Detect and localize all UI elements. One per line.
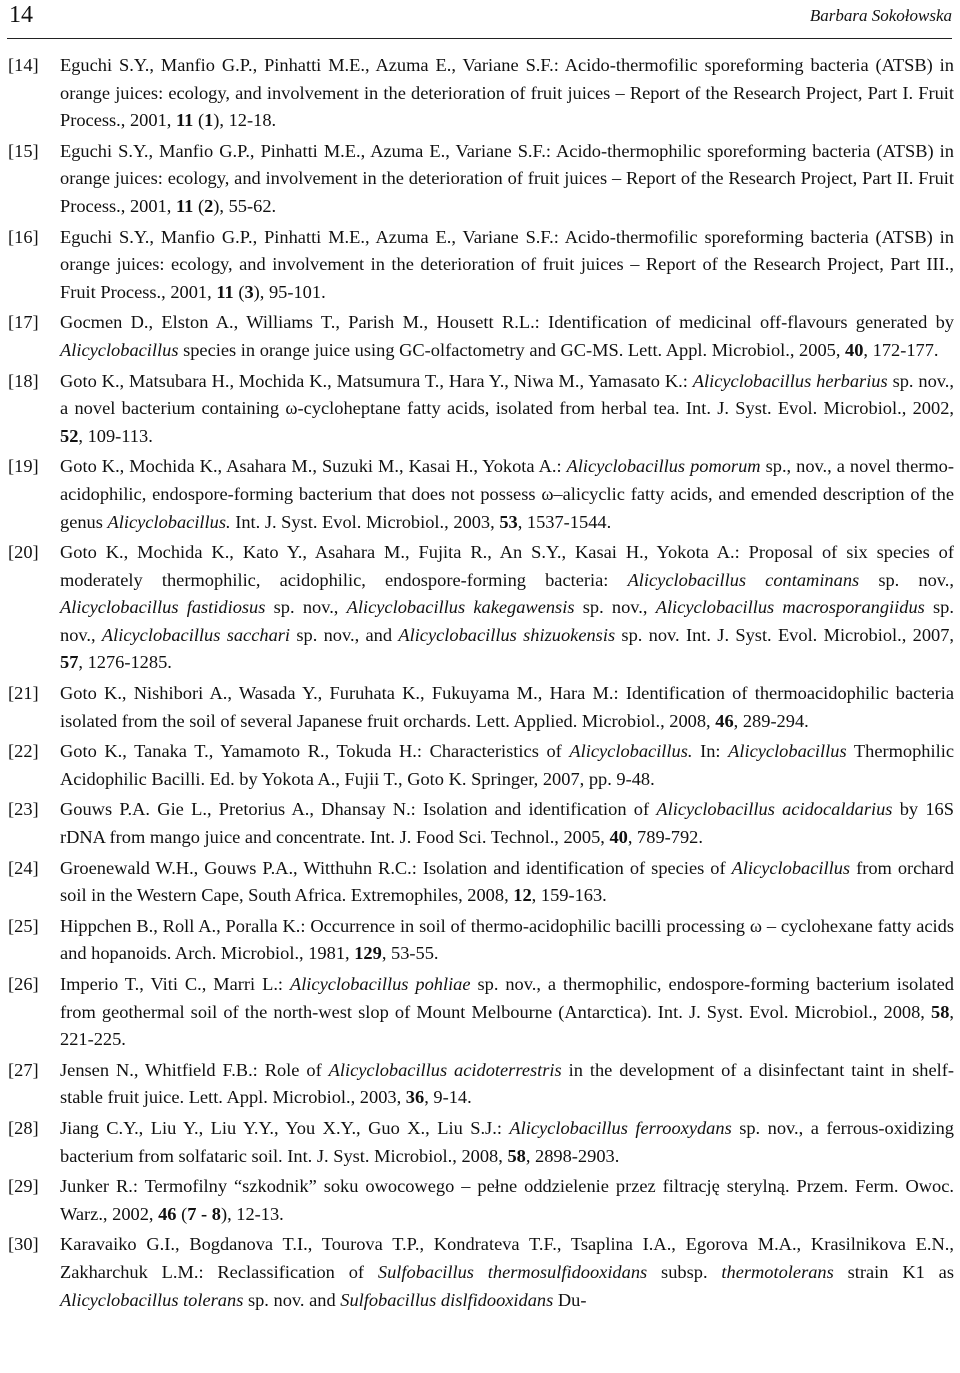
reference-item [0,309,960,364]
citation-text: subsp. [647,1261,722,1282]
reference-number: [17] [8,312,39,333]
volume-number: 3 [244,281,254,302]
reference-text [60,1173,954,1228]
citation-text: Goto K., Mochida K., Kato Y., Asahara M., Fujita R., An S.Y., Kasai H., Yokota A.: Proposal of six species of moderately thermophilic, acidophilic, endospore-forming bacteria: [60,542,954,590]
species-name: Alicyclobacillus tolerans [60,1289,244,1310]
citation-text: Eguchi S.Y., Manfio G.P., Pinhatti M.E., Azuma E., Variane S.F.: Acido-thermofilic sporeforming bacteria (ATSB) in orange juices: ecology, and involvement in the deterioration of fruit juices – Report of the Research Project, Part III., Fruit Process., 2001, [60,226,954,302]
reference-number: [26] [8,974,39,994]
species-name: Alicyclobacillus [731,857,851,878]
reference-number: [18] [8,370,39,391]
volume-number: 11 [175,110,194,131]
species-name: Alicyclobacillus pomorum [566,456,761,477]
citation-text: ), 12-13. [220,1203,284,1224]
citation-text: ( [176,1203,188,1224]
citation-text: Jensen N., Whitfield F.B.: Role of [60,1059,329,1080]
citation-text: , 159-163. [531,885,607,906]
species-name: Alicyclobacillus shizuokensis [398,624,616,645]
citation-text: , 789-792. [627,827,703,848]
reference-item [0,1173,960,1228]
citation-text: , 1276-1285. [78,652,172,673]
citation-text: sp. nov., [574,597,656,618]
citation-text: Groenewald W.H., Gouws P.A., Witthuhn R.C.: Isolation and identification of species of [60,857,732,878]
citation-text: ), 95-101. [253,281,326,302]
reference-number: [15] [8,140,39,161]
volume-number: 12 [513,885,532,906]
citation-text: sp. nov., and [290,624,399,645]
species-name: Alicyclobacillus acidocaldarius [656,799,893,820]
reference-number: [19] [8,456,39,477]
citation-text: ), 12-18. [213,110,277,131]
citation-text: from orchard soil in the Western Cape, South Africa. Extremophiles, 2008, [60,857,954,906]
reference-number: [25] [8,915,39,936]
citation-text: Eguchi S.Y., Manfio G.P., Pinhatti M.E., Azuma E., Variane S.F.: Acido-thermofilic sporeforming bacteria (ATSB) in orange juices: ecology, and involvement in the deterioration of fruit juices – Report of the Research Project, Part I. Fruit Process., 2001, [60,55,954,131]
volume-number: 11 [216,281,234,302]
reference-text [60,52,954,135]
reference-number: [14] [8,55,39,75]
reference-text [60,1231,954,1314]
reference-text [60,309,954,364]
reference-text [60,368,954,451]
reference-text [60,224,954,307]
reference-number: [27] [8,1059,39,1080]
page-number: 14 [9,2,33,28]
citation-text: Goto K., Nishibori A., Wasada Y., Furuhata K., Fukuyama M., Hara M.: Identification of thermoacidophilic bacteria isolated from the soil of several Japanese fruit orchards. Lett. Applied. Microbiol., 2008, [60,683,954,731]
volume-number: 52 [60,425,79,446]
reference-item [0,453,960,536]
header-divider [7,38,952,39]
volume-number: 11 [175,195,194,216]
citation-text: , 9-14. [424,1087,472,1108]
citation-text: Gocmen D., Elston A., Williams T., Parish M., Housett R.L.: Identification of medicinal off-flavours generated by [60,312,954,333]
reference-number: [28] [8,1117,39,1138]
reference-item [0,224,960,307]
reference-item [0,738,960,793]
citation-text: Jiang C.Y., Liu Y., Liu Y.Y., You X.Y., Guo X., Liu S.J.: [60,1117,510,1138]
citation-text: , 172-177. [863,339,939,360]
volume-number: 57 [60,652,79,673]
reference-text [60,539,954,677]
citation-text: sp. nov., [265,597,347,618]
reference-item [0,368,960,451]
reference-item [0,680,960,735]
reference-item [0,1231,960,1314]
species-name: Alicyclobacillus [728,741,847,762]
reference-number: [30] [8,1234,39,1255]
citation-text: ( [233,281,245,302]
citation-text: sp. nov., a novel bacterium containing ω-cycloheptane fatty acids, isolated from herbal tea. Int. J. Syst. Evol. Microbiol., 2002, [60,370,954,419]
reference-item [0,971,960,1054]
reference-item [0,1115,960,1170]
citation-text: sp. nov., [859,569,955,590]
reference-text [60,855,954,910]
citation-text: by 16S rDNA from mango juice and concentrate. Int. J. Food Sci. Technol., 2005, [60,799,954,848]
reference-item [0,539,960,677]
citation-text: sp. nov. Int. J. Syst. Evol. Microbiol., 2007, [615,624,955,645]
citation-text: ( [193,195,205,216]
citation-text: Goto K., Tanaka T., Yamamoto R., Tokuda H.: Characteristics of [60,741,570,762]
reference-text [60,738,954,793]
reference-item [0,855,960,910]
species-name: Alicyclobacillus pohliae [289,974,471,994]
species-name: Alicyclobacillus ferrooxydans [509,1117,732,1138]
species-name: Alicyclobacillus acidoterrestris [328,1059,562,1080]
reference-text [60,138,954,221]
reference-text [60,971,954,1054]
reference-number: [21] [8,683,39,704]
citation-text: , 289-294. [733,710,809,731]
citation-text: in the development of a disinfectant taint in shelf-stable fruit juice. Lett. Appl. Microbiol., 2003, [60,1059,954,1108]
citation-text: sp. nov., a thermophilic, endospore-forming bacterium isolated from geothermal soil of the north-west slop of Mount Melbourne (Antarctica). Int. J. Syst. Evol. Microbiol., 2008, [60,974,954,1022]
species-name: Alicyclobacillus kakegawensis [346,597,575,618]
volume-number: 40 [609,827,628,848]
volume-number: 1 [204,110,214,131]
reference-text [60,796,954,851]
reference-number: [23] [8,799,39,820]
reference-item [0,138,960,221]
volume-number: 129 [354,943,382,964]
reference-item [0,52,960,135]
citation-text: Junker R.: Termofilny “szkodnik” soku owocowego – pełne oddzielenie przez filtrację sterylną. Przem. Ferm. Owoc. Warz., 2002, [60,1176,954,1224]
citation-text: species in orange juice using GC-olfactometry and GC-MS. Lett. Appl. Microbiol., 2005, [178,339,846,360]
volume-number: 58 [931,1001,950,1022]
citation-text: In: [692,741,729,762]
citation-text: Gouws P.A. Gie L., Pretorius A., Dhansay N.: Isolation and identification of [60,799,657,820]
volume-number: 46 [715,710,734,731]
citation-text: , 109-113. [78,425,153,446]
reference-text [60,453,954,536]
citation-text: sp., nov., a novel thermo-acidophilic, endospore-forming bacterium that does not possess ω–alicyclic fatty acids, and emended description of the genus [60,456,954,532]
citation-text: , 2898-2903. [525,1145,620,1166]
volume-number: 58 [507,1145,526,1166]
reference-text [60,1115,954,1170]
species-name: Alicyclobacillus herbarius [692,370,888,391]
citation-text: Du- [553,1289,587,1310]
citation-text: sp. nov., [60,597,954,645]
citation-text: Goto K., Mochida K., Asahara M., Suzuki M., Kasai H., Yokota A.: [60,456,567,477]
reference-number: [29] [8,1176,39,1197]
volume-number: 7 - 8 [187,1203,221,1224]
citation-text: Hippchen B., Roll A., Poralla K.: Occurrence in soil of thermo-acidophilic bacilli processing ω – cyclohexane fatty acids and hopanoids. Arch. Microbiol., 1981, [60,915,954,964]
volume-number: 2 [204,195,214,216]
reference-list [0,52,960,1317]
citation-text: sp. nov. and [243,1289,341,1310]
species-name: Sulfobacillus thermosulfidooxidans [377,1261,648,1282]
citation-text: ), 55-62. [213,195,277,216]
citation-text: sp. nov., a ferrous-oxidizing bacterium from solfataric soil. Int. J. Syst. Microbiol., 2008, [60,1117,954,1166]
reference-text [60,913,954,968]
reference-item [0,796,960,851]
citation-text: strain K1 as [833,1261,954,1282]
citation-text: , 53-55. [381,943,439,964]
species-name: Alicyclobacillus [60,339,179,360]
species-name: Alicyclobacillus fastidiosus [60,597,266,618]
citation-text: Goto K., Matsubara H., Mochida K., Matsumura T., Hara Y., Niwa M., Yamasato K.: [60,370,693,391]
citation-text: Thermophilic Acidophilic Bacilli. Ed. by Yokota A., Fujii T., Goto K. Springer, 2007, pp. 9-48. [60,741,954,789]
volume-number: 53 [499,511,518,532]
reference-item [0,913,960,968]
species-name: Alicyclobacillus. [107,511,231,532]
reference-number: [20] [8,542,39,563]
citation-text: Int. J. Syst. Evol. Microbiol., 2003, [230,511,500,532]
page-header [7,0,952,32]
species-name: Alicyclobacillus. [569,741,693,762]
reference-number: [16] [8,226,39,247]
reference-item [0,1057,960,1112]
citation-text: , 221-225. [60,1001,954,1050]
citation-text: Eguchi S.Y., Manfio G.P., Pinhatti M.E., Azuma E., Variane S.F.: Acido-thermophilic sporeforming bacteria (ATSB) in orange juices: ecology, and involvement in the deterioration of fruit juices – Report of the Research Project, Part II. Fruit Process., 2001, [60,140,954,216]
species-name: Alicyclobacillus macrosporangiidus [655,597,925,618]
volume-number: 46 [158,1203,177,1224]
running-author: Barbara Sokołowska [809,6,952,25]
species-name: Alicyclobacillus contaminans [627,569,860,590]
species-name: Sulfobacillus dislfidooxidans [340,1289,554,1310]
citation-text: ( [193,110,205,131]
reference-text [60,680,954,735]
reference-number: [22] [8,741,39,762]
species-name: Alicyclobacillus sacchari [101,624,291,645]
reference-text [60,1057,954,1112]
citation-text: , 1537-1544. [517,511,612,532]
volume-number: 36 [405,1087,425,1108]
reference-number: [24] [8,857,39,878]
citation-text: Imperio T., Viti C., Marri L.: [60,974,290,994]
volume-number: 40 [845,339,864,360]
species-name: thermotolerans [721,1261,834,1282]
citation-text: Karavaiko G.I., Bogdanova T.I., Tourova T.P., Kondrateva T.F., Tsaplina I.A., Egorova M.A., Krasilnikova E.N., Zakharchuk L.M.: Reclassification of [60,1234,954,1282]
